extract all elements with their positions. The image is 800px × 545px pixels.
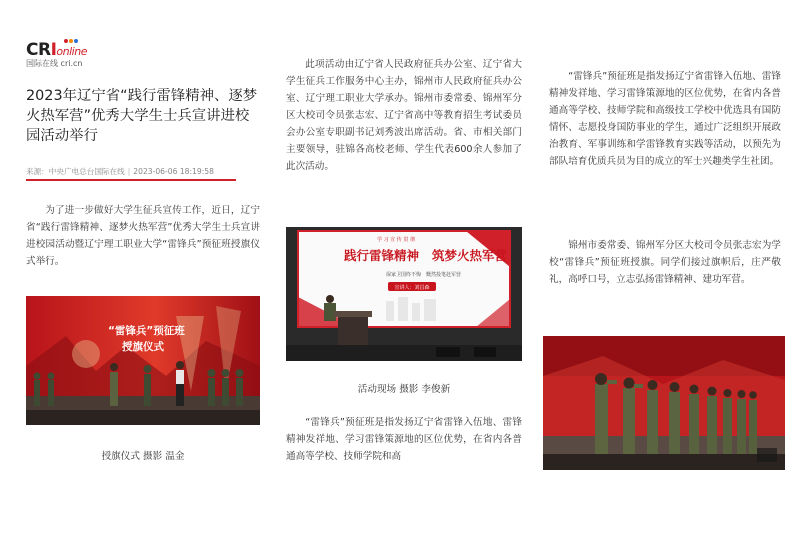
banner-speaker: 宣讲人：刘昌森 bbox=[394, 285, 430, 291]
photo-caption-1: 授旗仪式 摄影 温金 bbox=[101, 451, 185, 462]
logo-dots-icon bbox=[64, 39, 78, 45]
article-column-3 bbox=[539, 34, 789, 476]
article-column-2 bbox=[278, 34, 528, 476]
article-date: 2023-06-06 18:19:58 bbox=[133, 167, 214, 176]
article-source: 来源：中央广电总台国际在线 bbox=[26, 167, 125, 176]
article-paragraph-5: 锦州市委常委、锦州军分区大校司令员张志宏为学校“雷锋兵”预征班授旗。同学们接过旗帜后，庄严敬礼，高呼口号，立志弘扬雷锋精神、建功军营。 bbox=[549, 240, 781, 285]
article-title: 2023年辽宁省“践行雷锋精神、逐梦火热军营”优秀大学生士兵宣讲进校园活动举行 bbox=[26, 88, 258, 144]
logo-wordmark: CRIonline bbox=[26, 40, 87, 60]
flag-ceremony-photo bbox=[26, 296, 260, 425]
photo-caption-2: 活动现场 摄影 李俊新 bbox=[357, 384, 451, 395]
source-separator: | bbox=[127, 167, 131, 176]
article-paragraph-4: “雷锋兵”预征班是指发扬辽宁省雷锋入伍地、雷锋精神发祥地、学习雷锋策源地的区位优势，在省内各普通高等学校、技师学院和高级技工学校中优选具有国防情怀、志愿投身国防事业的学生，通过广泛组织开展政治教育、军事训练和学雷锋教育实践等活动，以预先为部队培育优质兵员为目的成立的军士兴趣类学生社团。 bbox=[549, 71, 781, 167]
event-scene-photo bbox=[286, 227, 522, 361]
article-source-line bbox=[26, 166, 236, 177]
logo-subtitle: 国际在线 cri.cn bbox=[26, 59, 83, 68]
banner-title-b: 筑梦火热军营 bbox=[432, 248, 508, 263]
banner-small-text: 学 习 宣 传 贯 彻 bbox=[377, 237, 415, 243]
article-paragraph-3: “雷锋兵”预征班是指发扬辽宁省雷锋入伍地、雷锋精神发祥地、学习雷锋策源地的区位优势，在省内各普通高等学校、技师学院和高 bbox=[286, 417, 522, 462]
banner-title-a: 践行雷锋精神 bbox=[344, 248, 420, 263]
article-column-1 bbox=[18, 34, 268, 476]
cri-online-logo[interactable] bbox=[26, 40, 96, 72]
article-paragraph-2: 此项活动由辽宁省人民政府征兵办公室、辽宁省大学生征兵工作服务中心主办，锦州市人民政府征兵办公室、辽宁理工职业大学承办。锦州市委常委、锦州军分区大校司令员张志宏、辽宁省高中等教育招生考试委员会办公室专职副书记刘秀波出席活动。省、市相关部门主要领导，驻锦各高校老师、学生代表600余人参加了此次活动。 bbox=[286, 59, 522, 172]
banner-subtitle: 授旗仪式 bbox=[122, 341, 164, 353]
salute-photo bbox=[543, 336, 785, 470]
source-underline bbox=[26, 179, 236, 181]
article-paragraph-1: 为了进一步做好大学生征兵宣传工作，近日，辽宁省“践行雷锋精神、逐梦火热军营”优秀大学生士兵宣讲进校园活动暨辽宁理工职业大学“雷锋兵”预征班授旗仪式举行。 bbox=[26, 205, 260, 267]
banner-line: 保家卫国终不悔 慨然投笔赴军营 bbox=[386, 272, 462, 278]
banner-title: “雷锋兵”预征班 bbox=[108, 325, 185, 337]
